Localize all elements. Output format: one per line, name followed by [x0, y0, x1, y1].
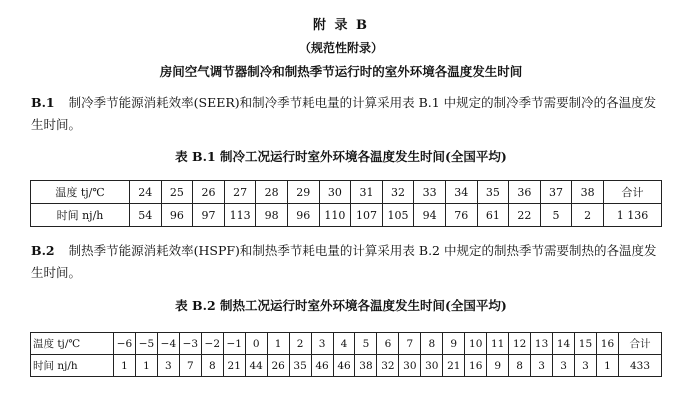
- temperature-cell: 28: [256, 181, 288, 204]
- hours-cell: 16: [465, 355, 487, 377]
- temperature-cell: 14: [553, 333, 575, 355]
- hours-cell: 3: [553, 355, 575, 377]
- appendix-nature: （规范性附录）: [298, 41, 383, 55]
- temperature-cell: 16: [596, 333, 618, 355]
- temperature-cell: 29: [287, 181, 319, 204]
- temperature-cell: 5: [355, 333, 377, 355]
- total-label-cell: 合计: [604, 181, 662, 204]
- table-b1: [30, 180, 662, 227]
- hours-cell: 76: [445, 204, 477, 227]
- hours-cell: 110: [319, 204, 351, 227]
- temperature-cell: 15: [575, 333, 597, 355]
- section-b1-text: 制冷季节能源消耗效率(SEER)和制冷季节耗电量的计算采用表 B.1 中规定的制冷季节需要制冷的各温度发生时间。: [31, 95, 657, 132]
- hours-cell: 35: [289, 355, 311, 377]
- temperature-cell: 10: [465, 333, 487, 355]
- section-b1-clause: B.1: [31, 95, 55, 110]
- appendix-title: 附 录 B: [312, 18, 370, 33]
- section-b2-text: 制热季节能源消耗效率(HSPF)和制热季节耗电量的计算采用表 B.2 中规定的制热季节需要制热的各温度发生时间。: [31, 243, 657, 280]
- hours-cell: 7: [179, 355, 201, 377]
- temperature-cell: −1: [223, 333, 245, 355]
- temperature-cell: 33: [414, 181, 446, 204]
- temperature-cell: 13: [531, 333, 553, 355]
- table-b2: [30, 332, 662, 377]
- table-b1-caption: 表 B.1 制冷工况运行时室外环境各温度发生时间(全国平均): [175, 149, 507, 164]
- appendix-heading: 房间空气调节器制冷和制热季节运行时的室外环境各温度发生时间: [159, 64, 523, 79]
- hours-cell: 32: [377, 355, 399, 377]
- hours-cell: 98: [256, 204, 288, 227]
- hours-cell: 1: [135, 355, 157, 377]
- hours-cell: 8: [509, 355, 531, 377]
- table-b2-caption: 表 B.2 制热工况运行时室外环境各温度发生时间(全国平均): [175, 298, 507, 313]
- hours-cell: 54: [130, 204, 162, 227]
- total-label-cell: 合计: [619, 333, 662, 355]
- hours-cell: 44: [245, 355, 267, 377]
- temperature-cell: −5: [135, 333, 157, 355]
- table-b2-temperature-label: 温度 tj/℃: [31, 333, 114, 355]
- hours-cell: 97: [193, 204, 225, 227]
- temperature-cell: 34: [445, 181, 477, 204]
- hours-cell: 3: [531, 355, 553, 377]
- temperature-cell: 36: [509, 181, 541, 204]
- hours-cell: 107: [351, 204, 383, 227]
- hours-cell: 1: [596, 355, 618, 377]
- hours-cell: 26: [267, 355, 289, 377]
- temperature-cell: 3: [311, 333, 333, 355]
- hours-cell: 1: [114, 355, 136, 377]
- hours-cell: 2: [572, 204, 604, 227]
- hours-cell: 38: [355, 355, 377, 377]
- temperature-cell: 24: [130, 181, 162, 204]
- hours-cell: 46: [311, 355, 333, 377]
- temperature-cell: −4: [157, 333, 179, 355]
- hours-cell: 46: [333, 355, 355, 377]
- temperature-cell: −6: [114, 333, 136, 355]
- temperature-cell: 4: [333, 333, 355, 355]
- temperature-cell: 27: [224, 181, 256, 204]
- temperature-cell: 6: [377, 333, 399, 355]
- table-b1-temperature-row: [31, 181, 662, 204]
- hours-cell: 30: [399, 355, 421, 377]
- temperature-cell: 35: [477, 181, 509, 204]
- hours-cell: 105: [382, 204, 414, 227]
- hours-cell: 8: [201, 355, 223, 377]
- hours-cell: 96: [161, 204, 193, 227]
- temperature-cell: −3: [179, 333, 201, 355]
- hours-cell: 30: [421, 355, 443, 377]
- temperature-cell: 8: [421, 333, 443, 355]
- hours-cell: 22: [509, 204, 541, 227]
- hours-cell: 21: [443, 355, 465, 377]
- section-b1-paragraph: [31, 92, 661, 136]
- hours-cell: 61: [477, 204, 509, 227]
- temperature-cell: 2: [289, 333, 311, 355]
- table-b1-hours-label: 时间 nj/h: [31, 204, 130, 227]
- temperature-cell: 37: [540, 181, 572, 204]
- hours-cell: 113: [224, 204, 256, 227]
- temperature-cell: 9: [443, 333, 465, 355]
- temperature-cell: 26: [193, 181, 225, 204]
- temperature-cell: 0: [245, 333, 267, 355]
- temperature-cell: 31: [351, 181, 383, 204]
- temperature-cell: 1: [267, 333, 289, 355]
- total-value-cell: 433: [619, 355, 662, 377]
- hours-cell: 96: [287, 204, 319, 227]
- hours-cell: 3: [157, 355, 179, 377]
- table-b2-hours-row: [31, 355, 662, 377]
- hours-cell: 5: [540, 204, 572, 227]
- hours-cell: 3: [575, 355, 597, 377]
- temperature-cell: −2: [201, 333, 223, 355]
- temperature-cell: 25: [161, 181, 193, 204]
- hours-cell: 21: [223, 355, 245, 377]
- temperature-cell: 32: [382, 181, 414, 204]
- section-b2-clause: B.2: [31, 243, 55, 258]
- temperature-cell: 11: [487, 333, 509, 355]
- temperature-cell: 12: [509, 333, 531, 355]
- table-b1-hours-row: [31, 204, 662, 227]
- temperature-cell: 7: [399, 333, 421, 355]
- table-b2-temperature-row: [31, 333, 662, 355]
- table-b1-temperature-label: 温度 tj/℃: [31, 181, 130, 204]
- section-b2-paragraph: [31, 240, 661, 284]
- total-value-cell: 1 136: [604, 204, 662, 227]
- hours-cell: 94: [414, 204, 446, 227]
- hours-cell: 9: [487, 355, 509, 377]
- temperature-cell: 30: [319, 181, 351, 204]
- temperature-cell: 38: [572, 181, 604, 204]
- table-b2-hours-label: 时间 nj/h: [31, 355, 114, 377]
